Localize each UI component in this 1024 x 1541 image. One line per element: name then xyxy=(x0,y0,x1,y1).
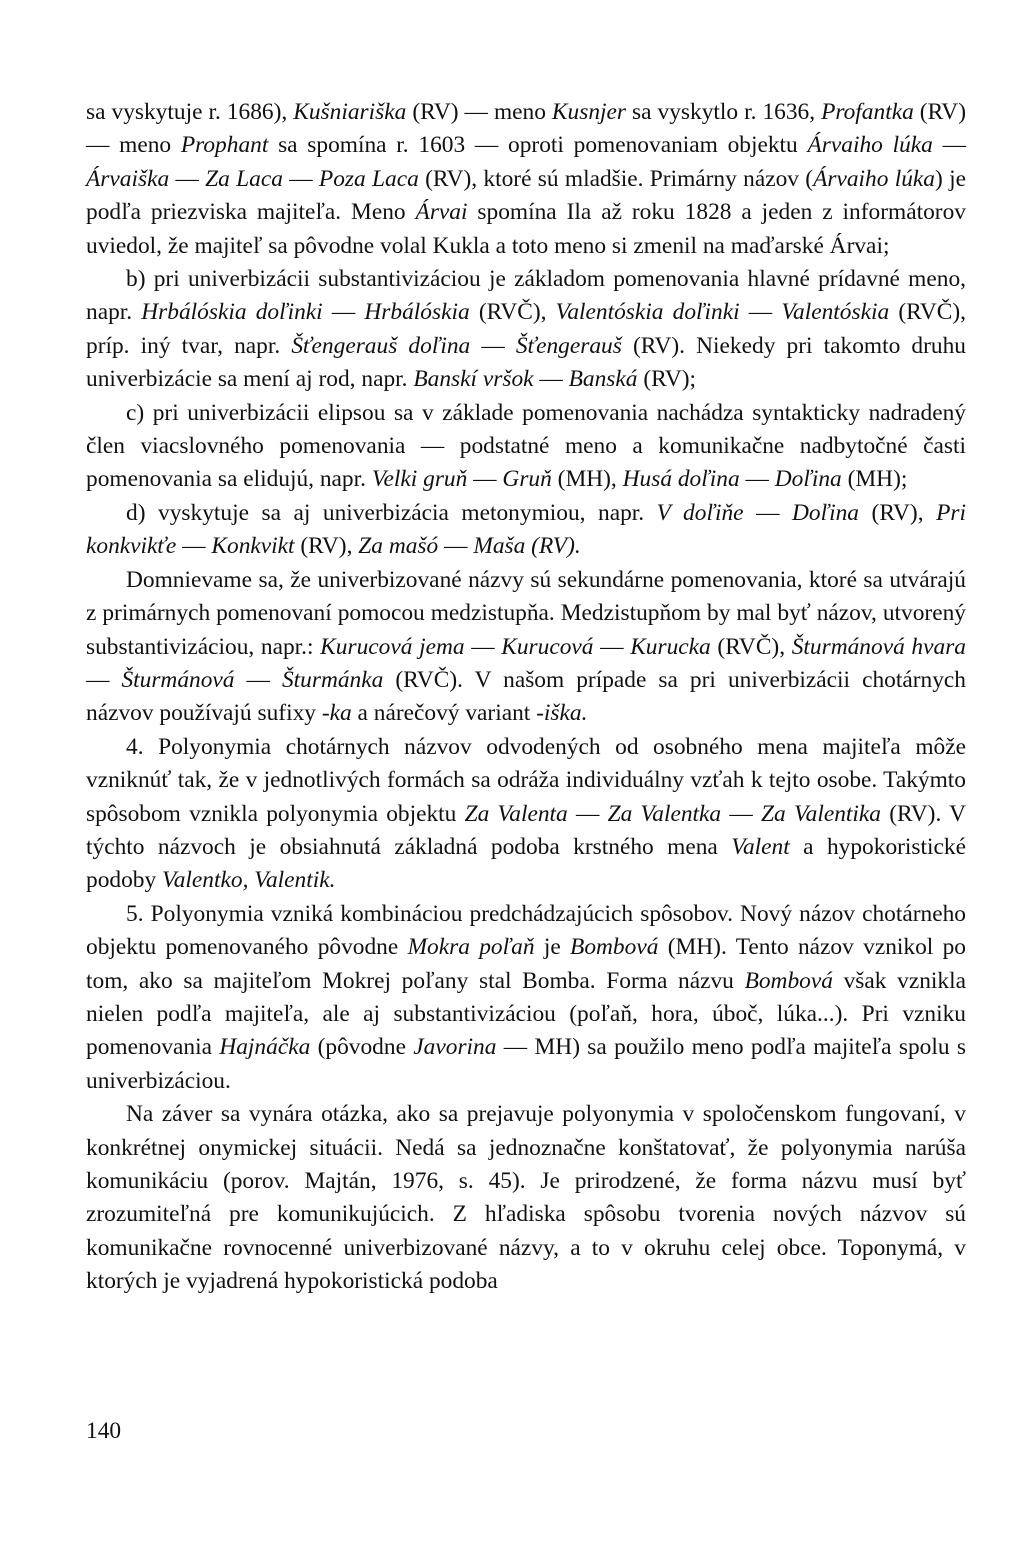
italic-term: -ka xyxy=(321,700,352,727)
text-run: — xyxy=(739,299,782,326)
italic-term: Árvaiška xyxy=(86,165,170,192)
paragraph-continuation xyxy=(86,96,966,263)
paragraph-section-5 xyxy=(86,898,966,1098)
text-run: (MH); xyxy=(841,466,908,493)
italic-term: Velki gruň xyxy=(371,466,468,493)
text-run: (pôvodne xyxy=(310,1034,414,1061)
text-run: (RV). Niekedy pri takomto druhu univerbizácie sa mení aj rod, napr. xyxy=(86,332,966,393)
text-run: sa spomína r. 1603 — oproti pomenovaniam objektu xyxy=(268,132,808,159)
italic-term: Doľina xyxy=(792,499,859,526)
text-run: 4. Polyonymia chotárnych názvov odvodených od osobného mena majiteľa môže vzniknúť tak, že v jednotlivých formách sa odráža individuálny vzťah k tejto osobe. Takýmto spôsobom vznikla polyonymia objektu xyxy=(86,733,966,827)
text-run: (RVČ). V našom prípade sa pri univerbizácii chotárnych názvov používajú sufixy xyxy=(86,666,966,727)
text-run: d) vyskytuje sa aj univerbizácia metonymiou, napr. xyxy=(126,499,657,526)
text-run: (RV); xyxy=(637,366,697,393)
italic-term: Kušniariška xyxy=(293,99,407,125)
paragraph-point-c xyxy=(86,397,966,497)
italic-term: Árvaiho lúka xyxy=(813,165,935,192)
text-run: — xyxy=(234,666,282,693)
text-run: — xyxy=(438,533,474,560)
italic-term: Konkvikt xyxy=(211,533,295,560)
paragraph-section-4 xyxy=(86,731,966,898)
italic-term: -iška. xyxy=(536,700,588,727)
italic-term: Hrbálóskia doľinki xyxy=(141,299,323,326)
text-run: — xyxy=(322,299,365,326)
italic-term: Šturmánka xyxy=(281,666,384,693)
italic-term: Pri konkvikťe xyxy=(86,499,966,560)
page-number: 140 xyxy=(86,1418,122,1444)
italic-term: Šturmánová xyxy=(121,666,235,693)
text-run: — xyxy=(593,633,631,660)
text-run: — xyxy=(282,165,319,192)
text-run: je xyxy=(534,934,571,961)
text-run: — xyxy=(721,800,761,827)
text-run: — xyxy=(86,666,122,693)
text-run: — xyxy=(533,366,569,393)
paragraph-medzistupen xyxy=(86,564,966,731)
italic-term: Poza Laca xyxy=(318,165,419,192)
text-run: (RV). V týchto názvoch je obsiahnutá základná podoba krstného mena xyxy=(86,800,967,860)
text-run: — xyxy=(743,499,792,526)
text-run: c) pri univerbizácii elipsou sa v základe pomenovania nachádza syntakticky nadradený člen viacslovného pomenovania — podstatné meno a komunikačne nadbytočné časti pomenovania sa elidujú, napr. xyxy=(86,399,966,493)
text-run: (RVČ), xyxy=(469,299,556,326)
italic-term: Šťengerauš doľina xyxy=(291,332,471,359)
text-run: (MH), xyxy=(551,466,623,493)
text-run: — xyxy=(567,800,608,827)
text-run: — xyxy=(467,466,503,493)
italic-term: Bombová xyxy=(744,967,833,994)
italic-term: Profantka xyxy=(821,99,914,125)
text-run: (RV) — meno xyxy=(86,99,966,159)
italic-term: Kurucová jema xyxy=(320,633,465,660)
text-run: b) pri univerbizácii substantivizáciou je základom pomenovania hlavné prídavné meno, napr. xyxy=(86,266,966,326)
text-run: — xyxy=(470,332,516,359)
italic-term: Hajnáčka xyxy=(219,1034,311,1061)
text-run: (RVČ), xyxy=(710,633,792,660)
italic-term: Valentko, Valentik. xyxy=(162,867,336,894)
text-run: — xyxy=(176,533,212,560)
text-run: — xyxy=(739,466,775,493)
italic-term: Maša (RV). xyxy=(473,533,581,560)
text-run: (RVČ), príp. iný tvar, napr. xyxy=(86,299,966,359)
italic-term: Hrbálóskia xyxy=(364,299,470,326)
italic-term: Doľina xyxy=(774,466,842,493)
italic-term: Gruň xyxy=(502,466,552,493)
italic-term: Valentóskia doľinki xyxy=(555,299,740,326)
italic-term: Árvaiho lúka xyxy=(807,132,933,159)
italic-term: Za Valentika xyxy=(761,800,881,827)
italic-term: Kurucová xyxy=(501,633,594,660)
page-body xyxy=(86,96,966,1299)
text-run: — xyxy=(169,165,206,192)
italic-term: V doľiňe xyxy=(656,499,744,526)
italic-term: Husá doľina xyxy=(622,466,740,493)
italic-term: Šťengerauš xyxy=(515,332,622,359)
italic-term: Prophant xyxy=(180,132,269,159)
italic-term: Kusnjer xyxy=(551,99,626,125)
text-run: spomína Ila až roku 1828 a jeden z informátorov uviedol, že majiteľ sa pôvodne volal Kukla a toto meno si zmenil na maďarské Árvai; xyxy=(86,199,966,259)
italic-term: Šturmánová hvara xyxy=(791,633,966,660)
italic-term: Mokra poľaň xyxy=(407,934,535,961)
text-run: — xyxy=(464,633,502,660)
italic-term: Za mašó xyxy=(358,533,439,560)
italic-term: Árvai xyxy=(415,199,468,226)
text-run: sa vyskytlo r. 1636, xyxy=(626,99,822,125)
text-run: (RV) — meno xyxy=(406,99,552,125)
text-run: a nárečový variant xyxy=(351,700,537,727)
text-run: (RV), xyxy=(859,499,937,526)
text-run: však vznikla nielen podľa majiteľa, ale aj substantivizáciou (poľaň, hora, úboč, lúka...). Pri vzniku pomenovania xyxy=(86,967,967,1061)
text-run: a hypokoristické podoby xyxy=(86,833,966,894)
italic-term: Kurucka xyxy=(630,633,711,660)
italic-term: Za Valentka xyxy=(607,800,722,827)
italic-term: Za Valenta xyxy=(464,800,568,827)
text-run: (RV), xyxy=(294,533,359,560)
italic-term: Valentóskia xyxy=(781,299,890,326)
italic-term: Za Laca xyxy=(205,165,283,192)
paragraph-point-d xyxy=(86,497,966,564)
italic-term: Banská xyxy=(568,366,638,393)
text-run: (MH). Tento názov vznikol po tom, ako sa majiteľom Mokrej poľany stal Bomba. Forma názvu xyxy=(86,934,966,994)
paragraph-conclusion xyxy=(86,1098,966,1298)
text-run: ) je podľa priezviska majiteľa. Meno xyxy=(86,165,966,226)
italic-term: Javorina xyxy=(413,1034,497,1061)
text-run: Domnievame sa, že univerbizované názvy sú sekundárne pomenovania, ktoré sa utvárajú z primárnych pomenovaní pomocou medzistupňa. Medzistupňom by mal byť názov, utvorený substantivizáciou, napr.: xyxy=(86,566,966,660)
italic-term: Banskí vršok xyxy=(413,366,534,393)
text-run: sa vyskytuje r. 1686), xyxy=(86,99,294,125)
text-run: 5. Polyonymia vzniká kombináciou predchádzajúcich spôsobov. Nový názov chotárneho objektu pomenovaného pôvodne xyxy=(86,900,966,961)
paragraph-point-b xyxy=(86,263,966,397)
text-run: Na záver sa vynára otázka, ako sa prejavuje polyonymia v spoločenskom fungovaní, v konkrétnej onymickej situácii. Nedá sa jednoznačne konštatovať, že polyonymia narúša komunikáciu (porov. Majtán, 1976, s. 45). Je prirodzené, že forma názvu musí byť zrozumiteľná pre komunikujúcich. Z hľadiska spôsobu tvorenia nových názvov sú komunikačne rovnocenné univerbizované názvy, a to v okruhu celej obce. Toponymá, v ktorých je vyjadrená hypokoristická podoba xyxy=(86,1101,966,1295)
italic-term: Valent xyxy=(731,833,790,860)
text-run: — xyxy=(932,132,966,159)
text-run: — MH) sa použilo meno podľa majiteľa spolu s univerbizáciou. xyxy=(86,1034,966,1094)
italic-term: Bombová xyxy=(570,934,659,961)
text-run: (RV), ktoré sú mladšie. Primárny názov ( xyxy=(418,165,814,192)
